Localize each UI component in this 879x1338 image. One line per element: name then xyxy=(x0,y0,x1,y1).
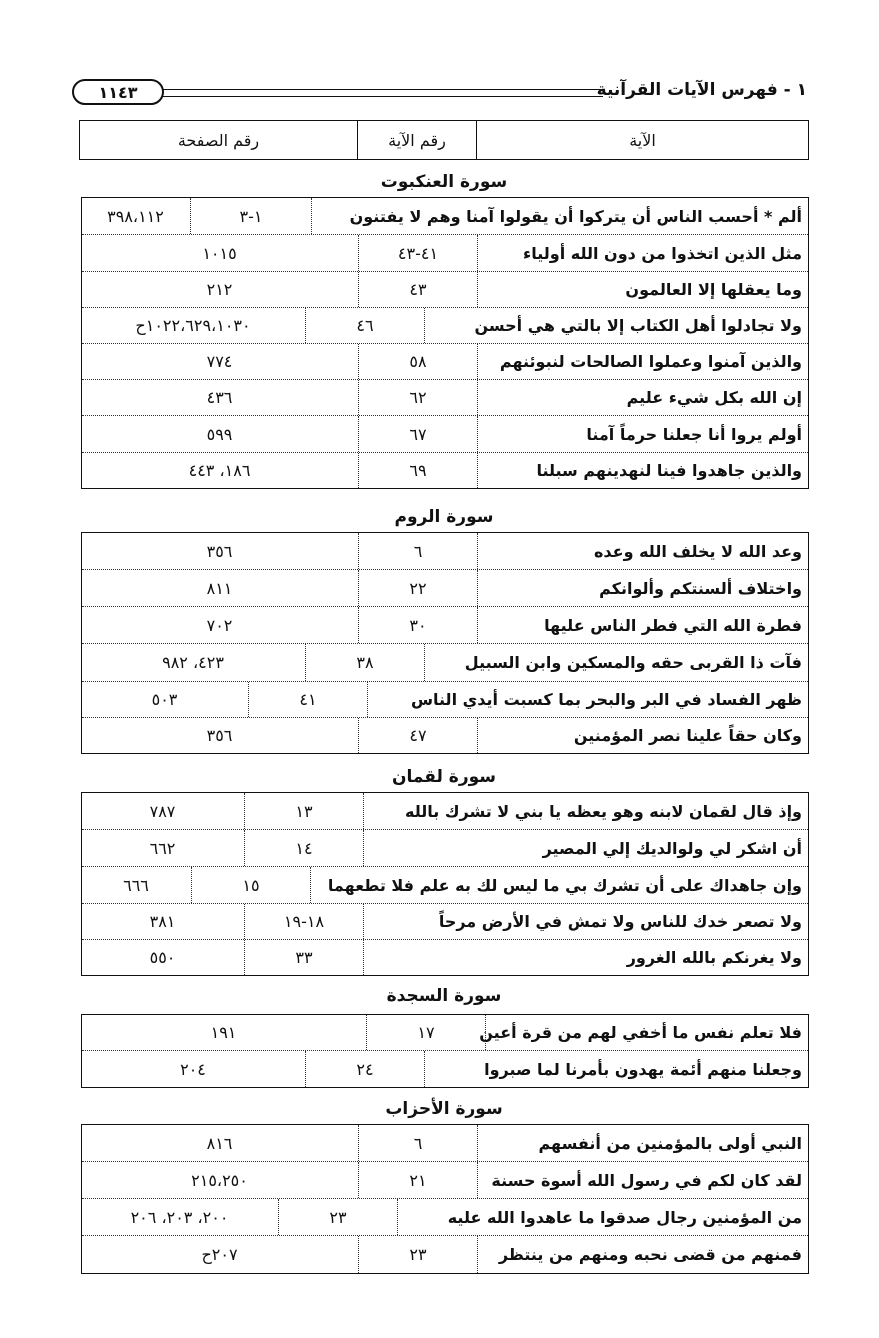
verse-number: ٦ xyxy=(358,1125,478,1161)
verse-text: والذين آمنوا وعملوا الصالحات لنبوئنهم xyxy=(499,352,802,371)
verse-text: إن الله بكل شيء عليم xyxy=(626,388,802,407)
verse-text: وجعلنا منهم أئمة يهدون بأمرنا لما صبروا xyxy=(484,1059,802,1079)
table-row xyxy=(82,1125,808,1162)
index-title: ١ - فهرس الآيات القرآنية xyxy=(596,80,807,100)
verse-text: ولا يغرنكم بالله الغرور xyxy=(626,948,802,967)
surah-title: سورة العنكبوت xyxy=(380,172,508,192)
page-references: ١٩١ xyxy=(210,1023,237,1042)
page-references: ٣٨١ xyxy=(149,912,176,931)
verse-text: فآت ذا القربى حقه والمسكين وابن السبيل xyxy=(464,653,802,672)
table-row xyxy=(82,1051,808,1087)
verse-text: وعد الله لا يخلف الله وعده xyxy=(593,541,802,561)
verse-number: ٢١ xyxy=(358,1162,478,1198)
column-header-verse-number: رقم الآية xyxy=(357,121,477,159)
verse-number: ٤١-٤٣ xyxy=(358,235,478,271)
surah-table xyxy=(81,1014,809,1088)
page-references: ٨١١ xyxy=(206,578,233,598)
verse-text: مثل الذين اتخذوا من دون الله أولياء xyxy=(523,243,802,263)
verse-number: ١٣ xyxy=(244,793,364,829)
verse-text: النبي أولى بالمؤمنين من أنفسهم xyxy=(538,1133,802,1153)
table-row xyxy=(82,940,808,975)
verse-text: فمنهم من قضى نحبه ومنهم من ينتظر xyxy=(498,1245,802,1264)
page-references: ١٨٦، ٤٤٣ xyxy=(188,461,251,480)
table-row xyxy=(82,1162,808,1199)
surah-table xyxy=(81,792,809,976)
table-row xyxy=(82,682,808,718)
page-references: ٢١٢ xyxy=(206,280,233,299)
table-row xyxy=(82,607,808,644)
page-number-badge: ١١٤٣ xyxy=(72,79,164,105)
verse-text: من المؤمنين رجال صدقوا ما عاهدوا الله عليه xyxy=(447,1207,802,1227)
verse-number: ٢٤ xyxy=(305,1051,425,1087)
verse-text: ولا تجادلوا أهل الكتاب إلا بالتي هي أحسن xyxy=(474,316,802,335)
column-header-row xyxy=(79,120,809,160)
page-references: ٢٠٧ح xyxy=(201,1245,238,1264)
page-references: ٣٥٦ xyxy=(206,541,233,561)
column-header-page: رقم الصفحة xyxy=(177,130,260,150)
verse-number: ٦ xyxy=(358,533,478,569)
page-references: ٤٣٦ xyxy=(206,388,233,407)
surah-title: سورة السجدة xyxy=(386,986,502,1006)
surah-table xyxy=(81,532,809,754)
table-row xyxy=(82,1015,808,1051)
table-row xyxy=(82,533,808,570)
verse-number: ٣٠ xyxy=(358,607,478,643)
page-references: ٤٢٣، ٩٨٢ xyxy=(162,653,224,672)
page-references: ٣٥٦ xyxy=(206,726,233,745)
verse-number: ٣٨ xyxy=(305,644,425,681)
page-references: ١٠٢٢،٦٢٩،١٠٣٠ح xyxy=(135,316,251,335)
table-row xyxy=(82,308,808,344)
verse-number: ٢٣ xyxy=(358,1236,478,1273)
table-row xyxy=(82,1199,808,1236)
verse-number: ٢٢ xyxy=(358,570,478,606)
verse-number: ٥٨ xyxy=(358,344,478,379)
page-references: ٢٠٤ xyxy=(180,1059,206,1079)
page-references: ٥٩٩ xyxy=(206,424,233,444)
verse-text: واختلاف ألسنتكم وألوانكم xyxy=(599,578,802,598)
surah-table xyxy=(81,197,809,489)
verse-number: ٤٧ xyxy=(358,718,478,753)
verse-number: ١٨-١٩ xyxy=(244,904,364,939)
verse-text: أولم يروا أنا جعلنا حرماً آمنا xyxy=(586,424,802,444)
surah-title: سورة الروم xyxy=(394,507,494,527)
table-row xyxy=(82,272,808,308)
page-references: ٧٨٧ xyxy=(149,801,176,821)
verse-text: وإذ قال لقمان لابنه وهو يعظه يا بني لا تشرك بالله xyxy=(405,801,802,821)
verse-text: ولا تصعر خدك للناس ولا تمش في الأرض مرحاً xyxy=(438,912,802,931)
page-references: ٥٠٣ xyxy=(151,690,178,709)
table-row xyxy=(82,344,808,380)
verse-number: ٢٣ xyxy=(278,1199,398,1235)
surah-title: سورة لقمان xyxy=(391,767,497,787)
verse-number: ٣٣ xyxy=(244,940,364,975)
table-row xyxy=(82,867,808,904)
verse-number: ٦٩ xyxy=(358,453,478,488)
verse-text: وما يعقلها إلا العالمون xyxy=(625,280,802,299)
surah-title: سورة الأحزاب xyxy=(385,1099,503,1119)
page-references: ٨١٦ xyxy=(206,1133,233,1153)
verse-number: ٤٣ xyxy=(358,272,478,307)
page-references: ٢١٥،٢٥٠ xyxy=(191,1170,248,1190)
verse-text: وكان حقاً علينا نصر المؤمنين xyxy=(573,726,802,745)
verse-text: أن اشكر لي ولوالديك إلي المصير xyxy=(542,838,802,858)
table-row xyxy=(82,718,808,753)
verse-text: فطرة الله التي فطر الناس عليها xyxy=(544,615,802,635)
page-references: ١٠١٥ xyxy=(202,243,237,263)
page-references: ٥٥٠ xyxy=(149,948,176,967)
page-references: ٦٦٢ xyxy=(149,838,176,858)
verse-number: ١٤ xyxy=(244,830,364,866)
verse-number: ١-٣ xyxy=(190,198,312,234)
verse-number: ٦٢ xyxy=(358,380,478,415)
column-header-verse: الآية xyxy=(629,130,656,150)
page-references: ٧٧٤ xyxy=(206,352,233,371)
page-references: ٣٩٨،١١٢ xyxy=(107,206,164,226)
table-row xyxy=(82,570,808,607)
verse-text: والذين جاهدوا فينا لنهدينهم سبلنا xyxy=(536,461,802,480)
page-references: ٧٠٢ xyxy=(206,615,233,635)
table-row xyxy=(82,453,808,488)
table-row xyxy=(82,416,808,453)
header-rule xyxy=(163,89,603,97)
table-row xyxy=(82,644,808,682)
table-row xyxy=(82,793,808,830)
table-row xyxy=(82,235,808,272)
page-references: ٢٠٠، ٢٠٣، ٢٠٦ xyxy=(130,1207,229,1227)
verse-number: ٤٦ xyxy=(305,308,425,343)
verse-number: ٤١ xyxy=(248,682,368,717)
page-references: ٦٦٦ xyxy=(123,875,149,895)
table-row xyxy=(82,380,808,416)
surah-table xyxy=(81,1124,809,1274)
table-row xyxy=(82,904,808,940)
verse-text: وإن جاهداك على أن تشرك بي ما ليس لك به علم فلا تطعهما xyxy=(327,875,802,895)
verse-text: لقد كان لكم في رسول الله أسوة حسنة xyxy=(491,1170,802,1190)
verse-text: ألم * أحسب الناس أن يتركوا أن يقولوا آمنا وهم لا يفتنون xyxy=(349,206,802,226)
table-row xyxy=(82,198,808,235)
table-row xyxy=(82,830,808,867)
table-row xyxy=(82,1236,808,1273)
verse-number: ١٧ xyxy=(366,1015,486,1050)
verse-number: ٦٧ xyxy=(358,416,478,452)
verse-number: ١٥ xyxy=(191,867,311,903)
verse-text: فلا تعلم نفس ما أخفي لهم من قرة أعين xyxy=(479,1023,802,1042)
verse-text: ظهر الفساد في البر والبحر بما كسبت أيدي الناس xyxy=(410,690,802,709)
